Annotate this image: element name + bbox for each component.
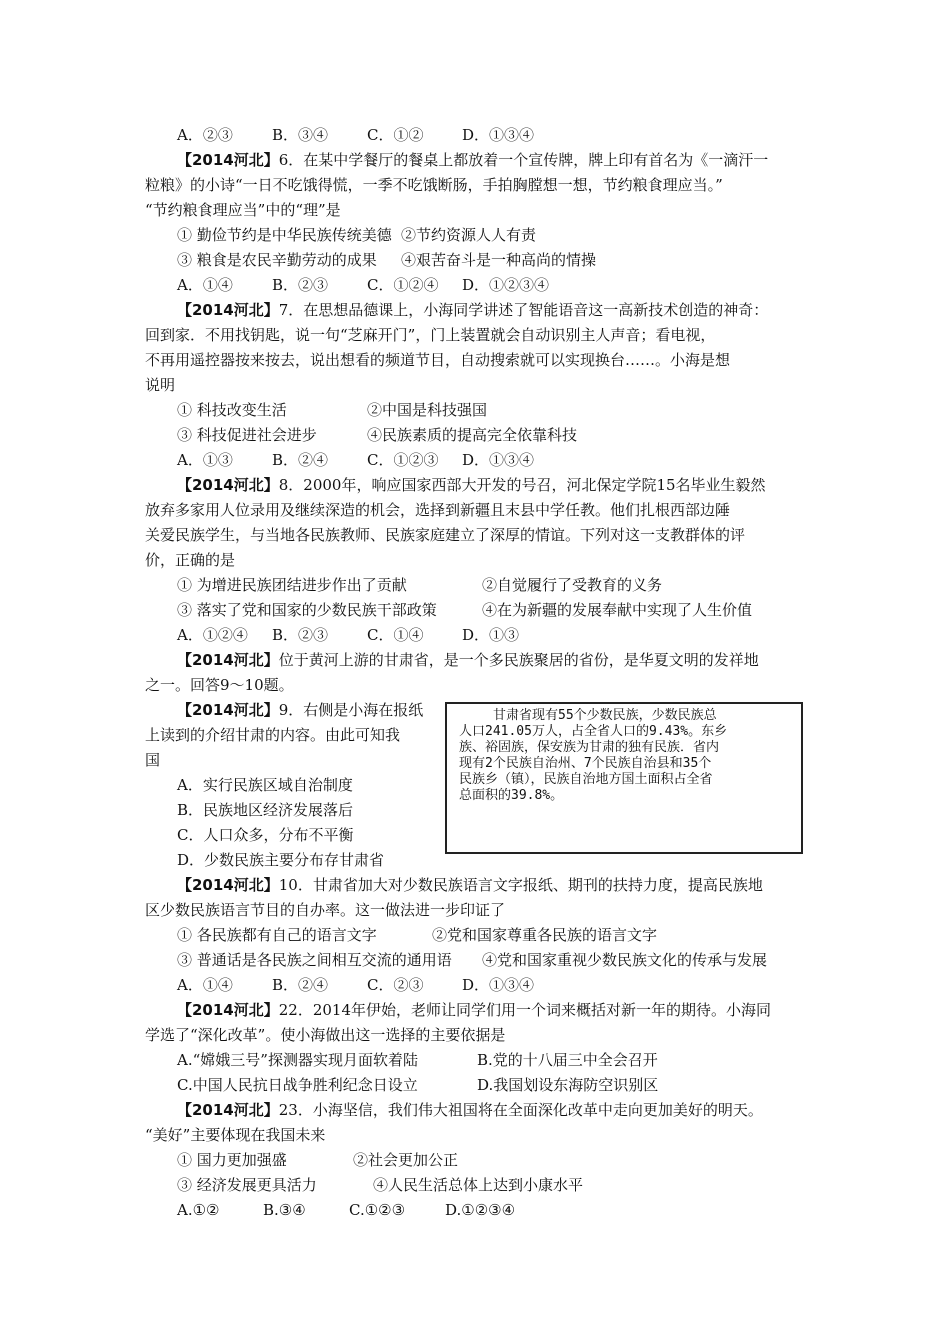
exam-page: [145, 123, 810, 1223]
source-tag: 【2014河北】: [177, 651, 279, 669]
question-6: [145, 148, 810, 298]
option-a: A．②③: [177, 126, 233, 144]
question-stem: 【2014河北】8．2000年，响应国家西部大开发的号召，河北保定学院15名毕业生毅然: [177, 476, 766, 494]
statement-row: ③ 经济发展更具活力 ④人民生活总体上达到小康水平: [177, 1176, 584, 1194]
question-7: [145, 298, 810, 473]
statement-row: ③ 普通话是各民族之间相互交流的通用语 ④党和国家重视少数民族文化的传承与发展: [177, 951, 768, 969]
answer-options: A．①④ B．②④ C．②③ D．①③④: [177, 976, 535, 994]
question-stem-line: 学选了“深化改革”。使小海做出这一选择的主要依据是: [145, 1026, 506, 1044]
question-stem-line: 说明: [145, 376, 176, 394]
question-stem: 【2014河北】23．小海坚信，我们伟大祖国将在全面深化改革中走向更加美好的明天。: [177, 1101, 763, 1119]
answer-options: A．①③ B．②④ C．①②③ D．①③④: [177, 451, 535, 469]
question-stem-line: 不再用遥控器按来按去，说出想看的频道节目，自动搜索就可以实现换台……。小海是想: [145, 351, 731, 369]
question-stem: 【2014河北】9．右侧是小海在报纸: [177, 701, 424, 719]
statement-row: ① 为增进民族团结进步作出了贡献 ②自觉履行了受教育的义务: [177, 576, 663, 594]
statement-row: ① 国力更加强盛 ②社会更加公正: [177, 1151, 459, 1169]
question-stem-line: 国: [145, 751, 161, 769]
statement-row: ① 勤俭节约是中华民族传统美德 ②节约资源人人有责: [177, 226, 537, 244]
question-9: [145, 698, 810, 873]
source-tag: 【2014河北】: [177, 1101, 279, 1119]
statement-row: ③ 落实了党和国家的少数民族干部政策 ④在为新疆的发展奉献中实现了人生价值: [177, 601, 753, 619]
question-stem: 【2014河北】22．2014年伊始，老师让同学们用一个词来概括对新一年的期待。小海同: [177, 1001, 772, 1019]
option-b: B．③④: [272, 126, 329, 144]
answer-option: B．民族地区经济发展落后: [177, 801, 354, 819]
statement-row: ③ 科技促进社会进步 ④民族素质的提高完全依靠科技: [177, 426, 578, 444]
question-10: [145, 873, 810, 998]
intro-line: 【2014河北】位于黄河上游的甘肃省，是一个多民族聚居的省份，是华夏文明的发祥地: [177, 651, 759, 669]
question-stem-line: 粒粮》的小诗“一日不吃饿得慌，一季不吃饿断肠，手拍胸膛想一想，节约粮食理应当。”: [145, 176, 723, 194]
question-stem-line: 放弃多家用人位录用及继续深造的机会，选择到新疆且末县中学任教。他们扎根西部边陲: [145, 501, 731, 519]
question-8: [145, 473, 810, 648]
question-stem-line: 价，正确的是: [145, 551, 236, 569]
question-stem-line: 区少数民族语言节目的自办率。这一做法进一步印证了: [145, 901, 506, 919]
statement-row: ③ 粮食是农民辛勤劳动的成果 ④艰苦奋斗是一种高尚的情操: [177, 251, 597, 269]
statement-row: ① 各民族都有自己的语言文字 ②党和国家尊重各民族的语言文字: [177, 926, 658, 944]
question-stem: 【2014河北】7．在思想品德课上，小海同学讲述了智能语音这一高新技术创造的神奇：: [177, 301, 769, 319]
question-23: [145, 1098, 810, 1223]
option-row: A.“嫦娥三号”探测器实现月面软着陆 B.党的十八届三中全会召开: [177, 1051, 658, 1069]
answer-option: D．少数民族主要分布存甘肃省: [177, 851, 385, 869]
question-stem-line: 回到家．不用找钥匙，说一句“芝麻开门”，门上装置就会自动识别主人声音；看电视，: [145, 326, 716, 344]
source-tag: 【2014河北】: [177, 701, 279, 719]
source-tag: 【2014河北】: [177, 1001, 279, 1019]
question-22: [145, 998, 810, 1098]
top-options: [145, 123, 810, 148]
question-stem-line: “节约粮食理应当”中的“理”是: [145, 201, 341, 219]
answer-option: A．实行民族区域自治制度: [177, 776, 353, 794]
question-stem-line: 上读到的介绍甘肃的内容。由此可知我: [145, 726, 401, 744]
option-d: D．①③④: [462, 126, 535, 144]
question-stem: 【2014河北】10．甘肃省加大对少数民族语言文字报纸、期刊的扶持力度，提高民族地: [177, 876, 763, 894]
answer-option: C．人口众多，分布不平衡: [177, 826, 354, 844]
question-stem-line: 关爱民族学生，与当地各民族教师、民族家庭建立了深厚的情谊。下列对这一支教群体的评: [145, 526, 746, 544]
answer-options: A．①②④ B．②③ C．①④ D．①③: [177, 626, 520, 644]
source-tag: 【2014河北】: [177, 876, 279, 894]
source-tag: 【2014河北】: [177, 151, 279, 169]
question-stem-line: “美好”主要体现在我国未来: [145, 1126, 326, 1144]
passage-intro: [145, 648, 810, 698]
newspaper-excerpt-box: 甘肃省现有55个少数民族，少数民族总 人口241.05万人，占全省人口的9.43%。东乡 族、裕固族，保安族为甘肃的独有民族．省内 现有2个民族自治州、7个民族自治县和35个 民族乡（镇），民族自治地方国土面积占全省 总面积的39.8%。: [445, 702, 803, 854]
option-c: C．①②: [367, 126, 424, 144]
answer-options: A.①② B.③④ C.①②③ D.①②③④: [177, 1201, 516, 1219]
question-stem: 【2014河北】6．在某中学餐厅的餐桌上都放着一个宣传牌，牌上印有首名为《一滴汗一: [177, 151, 769, 169]
intro-line: 之一。回答9～10题。: [145, 676, 294, 694]
source-tag: 【2014河北】: [177, 301, 279, 319]
source-tag: 【2014河北】: [177, 476, 279, 494]
statement-row: ① 科技改变生活 ②中国是科技强国: [177, 401, 488, 419]
answer-options: A．①④ B．②③ C．①②④ D．①②③④: [177, 276, 550, 294]
option-row: C.中国人民抗日战争胜利纪念日设立 D.我国划设东海防空识别区: [177, 1076, 659, 1094]
